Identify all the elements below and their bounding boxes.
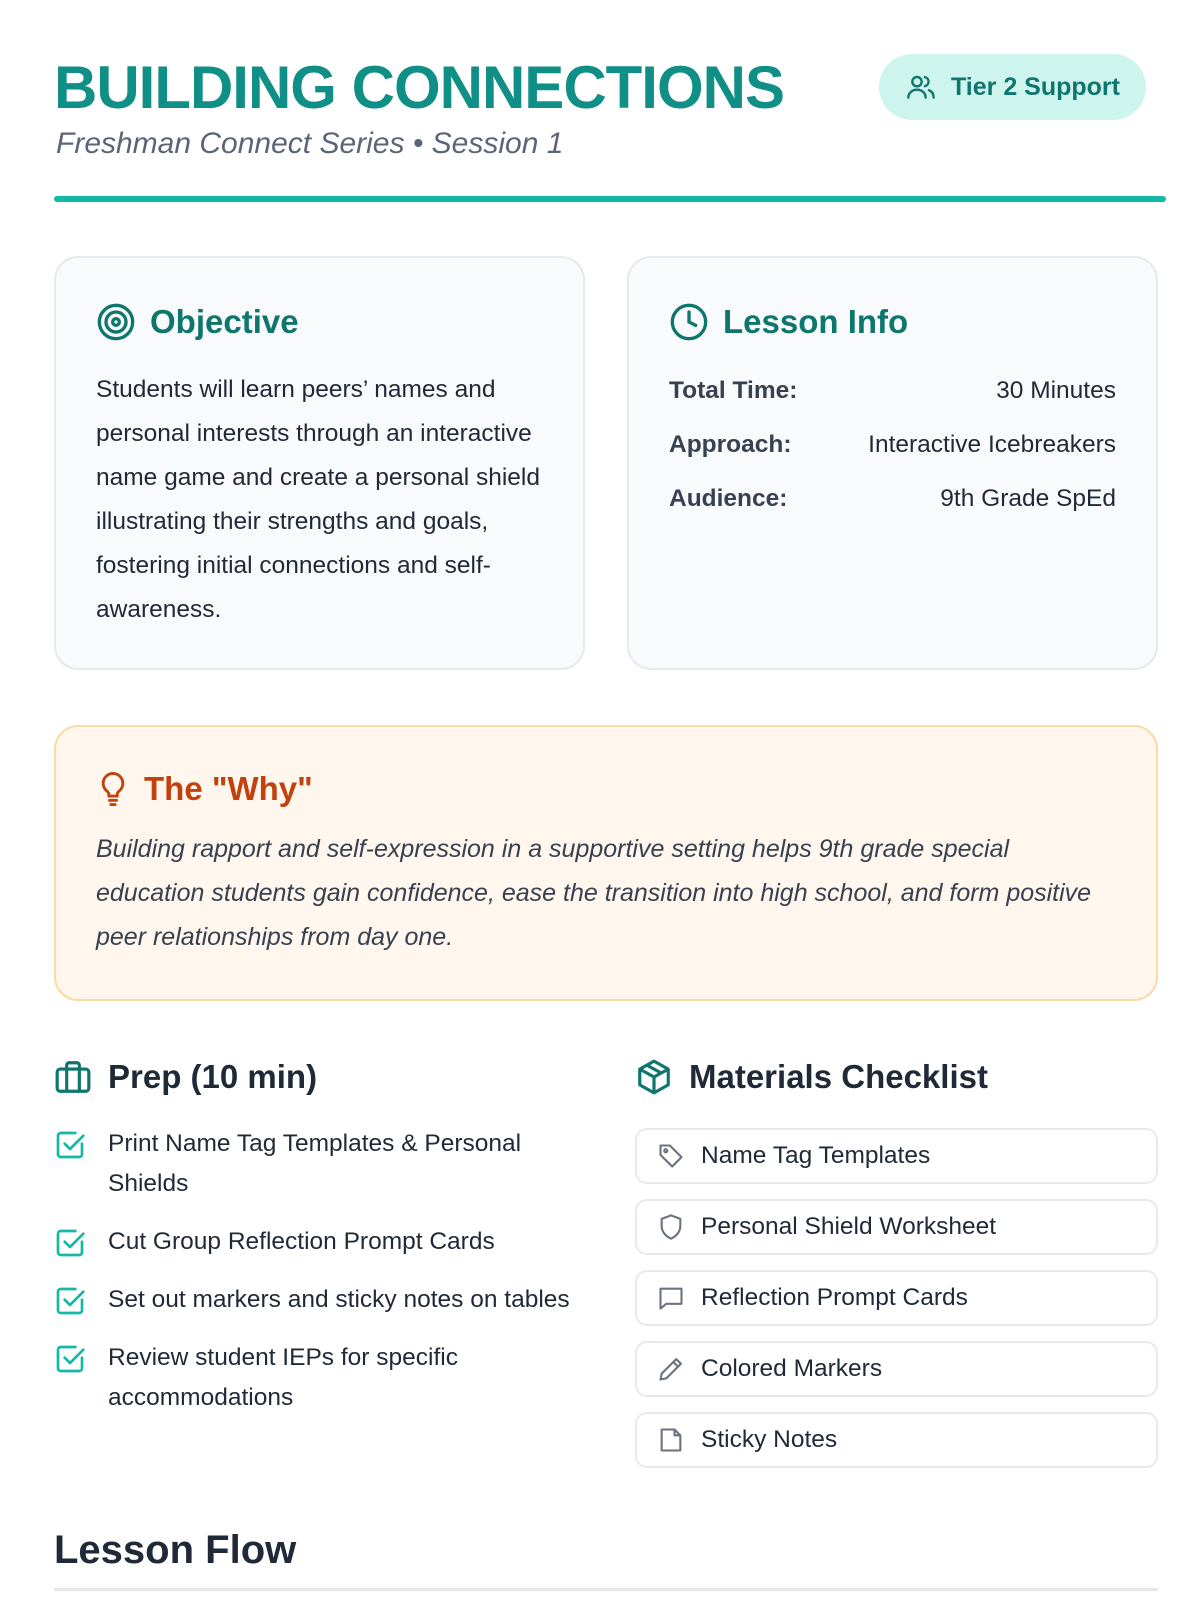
page-title: BUILDING CONNECTIONS: [54, 54, 784, 121]
material-label: Reflection Prompt Cards: [701, 1284, 968, 1311]
why-text: Building rapport and self-expression in a supportive setting helps 9th grade special education students gain confidence, ease the transition into high school, and form positive peer relationships from day one.: [96, 835, 1092, 951]
material-item-personal-shield-worksheet: [635, 1199, 1158, 1255]
material-item-colored-markers: [635, 1341, 1158, 1397]
material-label: Sticky Notes: [701, 1426, 838, 1453]
checkbox-checked-icon: [54, 1343, 86, 1375]
info-label: Approach:: [669, 431, 792, 458]
why-heading: [96, 767, 1116, 811]
prep-item-text: Set out markers and sticky notes on tables: [108, 1286, 570, 1313]
info-value: Interactive Icebreakers: [868, 431, 1116, 458]
prep-item: [54, 1126, 584, 1204]
prep-heading: [54, 1053, 317, 1101]
prep-item: [54, 1282, 584, 1320]
prep-list: [54, 1126, 584, 1438]
lesson-flow-divider: [54, 1588, 1158, 1591]
info-row-approach: [669, 418, 1116, 472]
info-value: 9th Grade SpEd: [940, 485, 1116, 512]
material-label: Personal Shield Worksheet: [701, 1213, 997, 1240]
material-label: Name Tag Templates: [701, 1142, 931, 1169]
materials-list: [635, 1128, 1158, 1483]
material-item-name-tag-templates: [635, 1128, 1158, 1184]
material-item-sticky-notes: [635, 1412, 1158, 1468]
why-title: The "Why": [144, 770, 313, 807]
lesson-info-heading: [669, 298, 1116, 346]
info-value: 30 Minutes: [996, 377, 1116, 404]
material-label: Colored Markers: [701, 1355, 883, 1382]
checkbox-checked-icon: [54, 1129, 86, 1161]
materials-heading: [635, 1053, 988, 1101]
why-card: [54, 725, 1158, 1001]
header-divider: [54, 196, 1166, 202]
prep-title: Prep (10 min): [108, 1058, 318, 1095]
target-icon: [96, 302, 136, 342]
info-row-audience: [669, 472, 1116, 526]
clock-icon: [669, 302, 709, 342]
lightbulb-icon: [96, 770, 130, 808]
tier-badge: [879, 54, 1146, 120]
prep-item-text: Print Name Tag Templates & Personal Shields: [108, 1130, 522, 1197]
info-label: Audience:: [669, 485, 788, 512]
material-item-reflection-prompt-cards: [635, 1270, 1158, 1326]
info-row-total-time: [669, 364, 1116, 418]
objective-title: Objective: [150, 303, 299, 340]
page-subtitle: Freshman Connect Series • Session 1: [56, 127, 564, 160]
objective-card: [54, 256, 585, 670]
objective-text: Students will learn peers’ names and personal interests through an interactive name game and create a personal shield illustrating their strengths and goals, fostering initial connections and self-awareness.: [96, 376, 541, 623]
briefcase-icon: [54, 1058, 92, 1096]
lesson-flow-title: Lesson Flow: [54, 1528, 297, 1572]
info-label: Total Time:: [669, 377, 798, 404]
prep-item: [54, 1340, 584, 1418]
lesson-info-card: [627, 256, 1158, 670]
checkbox-checked-icon: [54, 1227, 86, 1259]
prep-item-text: Review student IEPs for specific accommodations: [108, 1344, 458, 1411]
checkbox-checked-icon: [54, 1285, 86, 1317]
tier-badge-label: Tier 2 Support: [950, 72, 1120, 101]
lesson-header: [54, 52, 1146, 202]
objective-heading: [96, 298, 543, 346]
pencil-icon: [657, 1355, 685, 1383]
lesson-info-list: [669, 364, 1116, 526]
message-square-icon: [657, 1284, 685, 1312]
tag-icon: [657, 1142, 685, 1170]
sticky-note-icon: [657, 1426, 685, 1454]
materials-title: Materials Checklist: [689, 1058, 988, 1095]
prep-item-text: Cut Group Reflection Prompt Cards: [108, 1228, 495, 1255]
package-icon: [635, 1058, 673, 1096]
prep-item: [54, 1224, 584, 1262]
lesson-info-title: Lesson Info: [723, 303, 909, 340]
shield-icon: [657, 1213, 685, 1241]
users-icon: [905, 71, 937, 103]
